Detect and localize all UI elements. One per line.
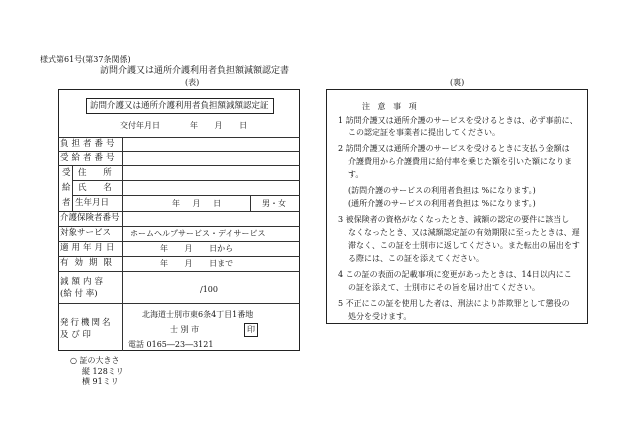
apply-date-label: 適用年月日	[60, 243, 118, 253]
back-note-line: なくなったとき、又は減額認定証の有効期限に至ったときは、遅	[348, 228, 580, 237]
issuer-city: 士 別 市	[170, 325, 200, 334]
back-note-line: 5 不正にこの証を使用した者は、刑法により詐欺罪として懲役の	[338, 299, 570, 308]
side-label-2: 給	[62, 183, 71, 193]
issue-date-label: 交付年月日	[120, 121, 160, 130]
back-note-line: この認定証を事業者に提出してください。	[348, 128, 500, 137]
issuer-label: 発行機関名	[60, 318, 113, 328]
reduction-label: 減額内容	[60, 277, 107, 287]
back-note-line: 2 訪問介護又は通所介護のサービスを受けるときに支払う金額は	[338, 144, 570, 153]
form-number: 様式第61号(第37条関係)	[40, 55, 131, 64]
back-note-line: (訪問介護のサービスの利用者負担は %になります。)	[348, 186, 536, 195]
back-note-line: 3 被保険者の資格がなくなったとき、減額の認定の要件に該当し	[338, 215, 570, 224]
issuer-phone: 電話 0165―23―3121	[128, 340, 214, 349]
name-label: 氏 名	[78, 183, 112, 193]
back-note-line: 処分を受けます。	[348, 312, 412, 321]
reduction-sub-label: (給 付 率)	[60, 289, 98, 299]
back-note-line: 1 訪問介護又は通所介護のサービスを受けるときは、必ず事前に、	[338, 116, 578, 125]
birthdate-label: 生年月日	[75, 198, 110, 208]
issuer-sub-label: 及 び 印	[60, 330, 91, 340]
side-label-3: 者	[62, 198, 71, 208]
back-note-line: 4 この証の表面の記載事項に変更があったときは、14日以内にこ	[338, 270, 572, 279]
birthdate-value: 年 月 日	[172, 199, 222, 208]
back-label: (裏)	[450, 78, 465, 87]
size-note-title: ○ 証の大きさ	[70, 356, 120, 365]
back-note-line: の証を添えて、士別市にその旨を届け出てください。	[348, 283, 540, 292]
seal-icon: 印	[244, 323, 258, 337]
service-label: 対象サービス	[60, 228, 112, 238]
issue-date-value: 年 月 日	[190, 121, 248, 130]
payer-number-label: 負担者番号	[60, 139, 118, 149]
back-note-line: る際には、この証を添えてください。	[348, 254, 484, 263]
front-label: (表)	[185, 78, 200, 87]
back-note-line: 介護費用から介護費用に給付率を乗じた額を引いた額になりま	[348, 157, 572, 166]
valid-until-value: 年 月 日まで	[160, 259, 234, 268]
sex-value: 男・女	[262, 199, 286, 208]
insured-number-label: 介護保険者番号	[60, 213, 120, 223]
size-note-height: 縦 128ミリ	[82, 367, 124, 376]
back-note-line: す。	[348, 170, 364, 179]
valid-until-label: 有効期限	[60, 258, 119, 268]
back-heading: 注 意 事 項	[362, 102, 417, 111]
apply-date-value: 年 月 日から	[160, 244, 234, 253]
side-label-1: 受	[62, 168, 71, 178]
service-value: ホームヘルプサービス・デイサービス	[130, 229, 266, 238]
back-note-line: 滞なく、この証を士別市に返してください。また転出の届出をす	[348, 241, 580, 250]
inner-title: 訪問介護又は通所介護利用者負担額減額認定証	[90, 101, 269, 111]
address-label: 住 所	[78, 168, 112, 178]
issuer-address: 北海道士別市東6条4丁目1番地	[142, 310, 254, 319]
size-note-width: 横 91ミリ	[82, 377, 119, 386]
back-note-line: (通所介護のサービスの利用者負担は %になります。)	[348, 199, 536, 208]
reduction-value: /100	[200, 285, 218, 294]
document-title: 訪問介護又は通所介護利用者負担額減額認定書	[100, 66, 290, 76]
recipient-number-label: 受給者番号	[60, 153, 118, 163]
